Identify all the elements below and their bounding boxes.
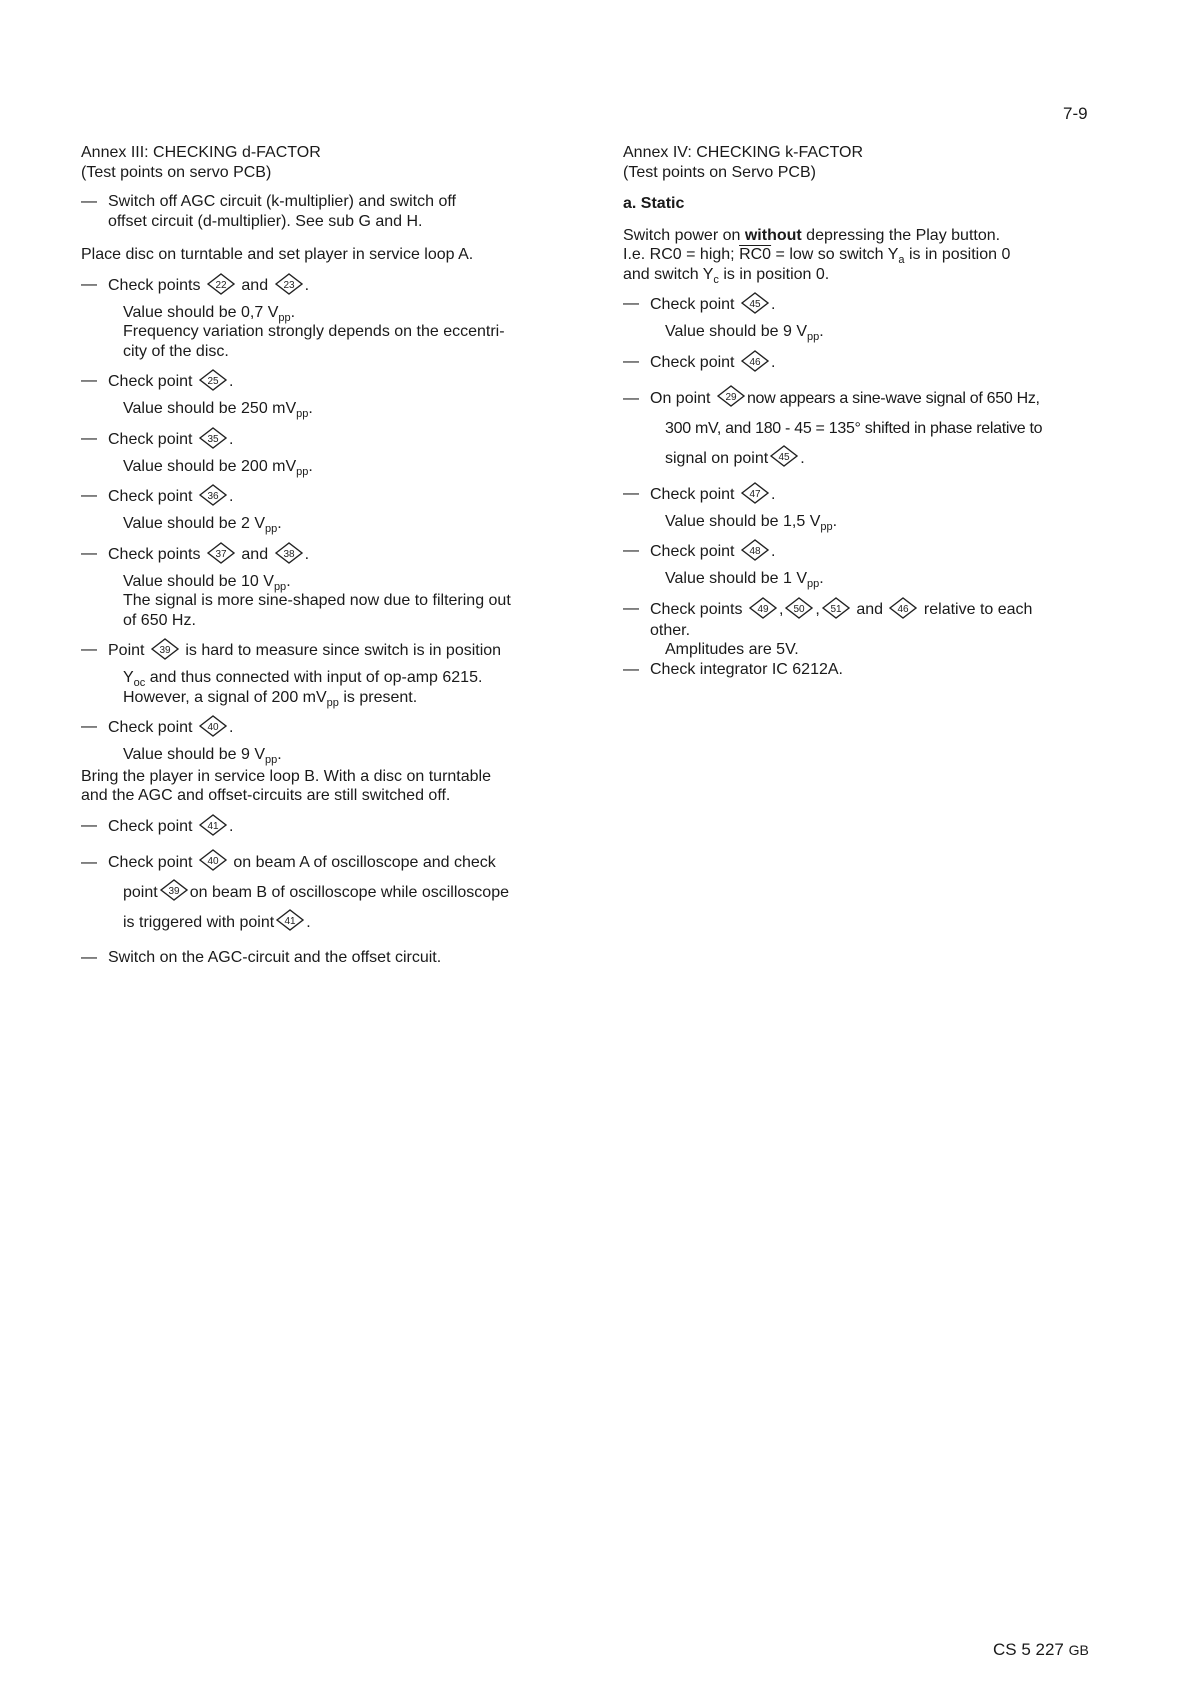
list-item: — Switch on the AGC-circuit and the offset circuit. — [81, 948, 442, 966]
annex-iv-column — [623, 143, 1096, 679]
svg-text:41: 41 — [284, 916, 296, 928]
test-point-icon — [206, 542, 236, 564]
test-point-icon — [769, 445, 799, 467]
test-point-icon — [198, 484, 228, 506]
list-item: — Check point 25 . — [81, 371, 556, 393]
svg-text:36: 36 — [207, 491, 219, 502]
value-note: Value should be 10 $V_{pp}$. The signal is more sine-shaped now due to filtering out of 650 Hz. — [123, 572, 511, 629]
list-item: — Check point 48 . — [623, 541, 1096, 563]
value-note: Value should be 200 $mV_{pp}$. — [123, 457, 313, 478]
test-point-icon — [198, 369, 228, 391]
test-point-icon — [740, 482, 770, 504]
list-item: — Check points 49 , 50 , 51 and 46 relative to each other. Amplitudes are 5V. — [623, 599, 1096, 660]
test-point-icon — [274, 273, 304, 295]
test-point-icon — [740, 539, 770, 561]
svg-text:40: 40 — [207, 722, 219, 733]
document-code: CS 5 227 GB — [993, 1640, 1089, 1659]
place-disc-text: Place disc on turntable and set player in service loop A. — [81, 246, 474, 263]
svg-text:46: 46 — [897, 603, 910, 615]
list-item: — Check integrator IC 6212A. — [623, 660, 843, 678]
svg-text:45: 45 — [778, 452, 790, 464]
list-item: — On point 29 now appears a sine-wave signal of 650 Hz, 300 mV, and 180 - 45 = 135° shifted in phase relative to signal on point 45 . — [623, 384, 1096, 474]
svg-text:51: 51 — [830, 603, 842, 615]
list-item: — Check point 45 . — [623, 294, 1096, 316]
power-instructions: Switch power on without depressing the Play button. I.e. RC0 = high; RC0 = low so switch $Y_a$ is in position 0 and switch $Y_c$ is in position 0. — [623, 226, 1011, 286]
svg-text:38: 38 — [283, 548, 295, 560]
svg-text:48: 48 — [749, 546, 761, 557]
annex-iv-title: Annex IV: CHECKING k-FACTOR — [623, 144, 864, 161]
value-note: $Y_{oc}$ and thus connected with input of op-amp 6215. However, a signal of 200 $mV_{pp}$ is present. — [123, 669, 483, 709]
test-point-icon — [740, 292, 770, 314]
annex-iii-title: Annex III: CHECKING d-FACTOR — [81, 144, 321, 161]
test-point-icon — [275, 909, 305, 931]
svg-text:29: 29 — [725, 392, 737, 404]
test-point-icon — [888, 597, 918, 619]
test-point-icon — [206, 273, 236, 295]
list-item: — Check points 37 and 38 . — [81, 544, 556, 566]
svg-text:50: 50 — [793, 603, 805, 615]
svg-text:41: 41 — [207, 820, 219, 832]
annex-iii-column — [81, 143, 556, 967]
svg-text:47: 47 — [749, 488, 761, 500]
annex-iii-subtitle: (Test points on servo PCB) — [81, 163, 272, 181]
list-item: — Check point 40 . — [81, 717, 556, 739]
svg-text:40: 40 — [207, 856, 219, 868]
service-loop-b-text: Bring the player in service loop B. With a disc on turntable and the AGC and offset-circuits are still switched off. — [81, 767, 491, 804]
value-note: Value should be 0,7 $V_{pp}$. Frequency variation strongly depends on the eccentri- city of the disc. — [123, 303, 505, 360]
test-point-icon — [198, 814, 228, 836]
list-item: — Check point 41 . — [81, 816, 556, 838]
test-point-icon — [821, 597, 851, 619]
test-point-icon — [716, 385, 746, 407]
annex-iv-subtitle: (Test points on Servo PCB) — [623, 163, 816, 181]
value-note: Value should be 9 $V_{pp}$. — [123, 746, 282, 766]
svg-text:23: 23 — [283, 279, 295, 291]
svg-text:39: 39 — [168, 886, 180, 898]
value-note: Value should be 1 $V_{pp}$. — [665, 570, 824, 590]
value-note: Value should be 1,5 $V_{pp}$. — [665, 512, 838, 533]
svg-text:35: 35 — [207, 433, 219, 445]
svg-text:37: 37 — [215, 548, 227, 560]
section-heading: a. Static — [623, 195, 685, 212]
svg-text:46: 46 — [749, 356, 761, 368]
list-item: — Switch off AGC circuit (k-multiplier) and switch off offset circuit (d-multiplier). See sub G and H. — [81, 193, 456, 230]
list-item: — Check points 22 and 23 . — [81, 275, 556, 297]
list-item: — Check point 35 . — [81, 429, 556, 451]
test-point-icon — [198, 715, 228, 737]
list-item: — Check point 40 on beam A of oscilloscope and check point 39 on beam B of oscilloscope while oscilloscope is triggered with point 41 . — [81, 848, 556, 938]
test-point-icon — [784, 597, 814, 619]
value-note: Value should be 9 $V_{pp}$. — [665, 323, 824, 343]
svg-text:22: 22 — [215, 279, 227, 291]
test-point-icon — [159, 879, 189, 901]
list-item: — Point 39 is hard to measure since switch is in position — [81, 640, 556, 662]
test-point-icon — [150, 638, 180, 660]
test-point-icon — [748, 597, 778, 619]
page-number: 7-9 — [1063, 104, 1088, 123]
test-point-icon — [198, 849, 228, 871]
svg-text:45: 45 — [749, 299, 761, 310]
value-note: Value should be 2 $V_{pp}$. — [123, 515, 282, 535]
test-point-icon — [198, 427, 228, 449]
list-item: — Check point 47 . — [623, 484, 1096, 506]
svg-text:49: 49 — [757, 603, 769, 615]
list-item: — Check point 36 . — [81, 486, 556, 508]
test-point-icon — [740, 350, 770, 372]
svg-text:25: 25 — [207, 376, 219, 387]
value-note: Value should be 250 $mV_{pp}$. — [123, 400, 313, 420]
list-item: — Check point 46 . — [623, 352, 1096, 374]
svg-text:39: 39 — [159, 645, 171, 656]
test-point-icon — [274, 542, 304, 564]
